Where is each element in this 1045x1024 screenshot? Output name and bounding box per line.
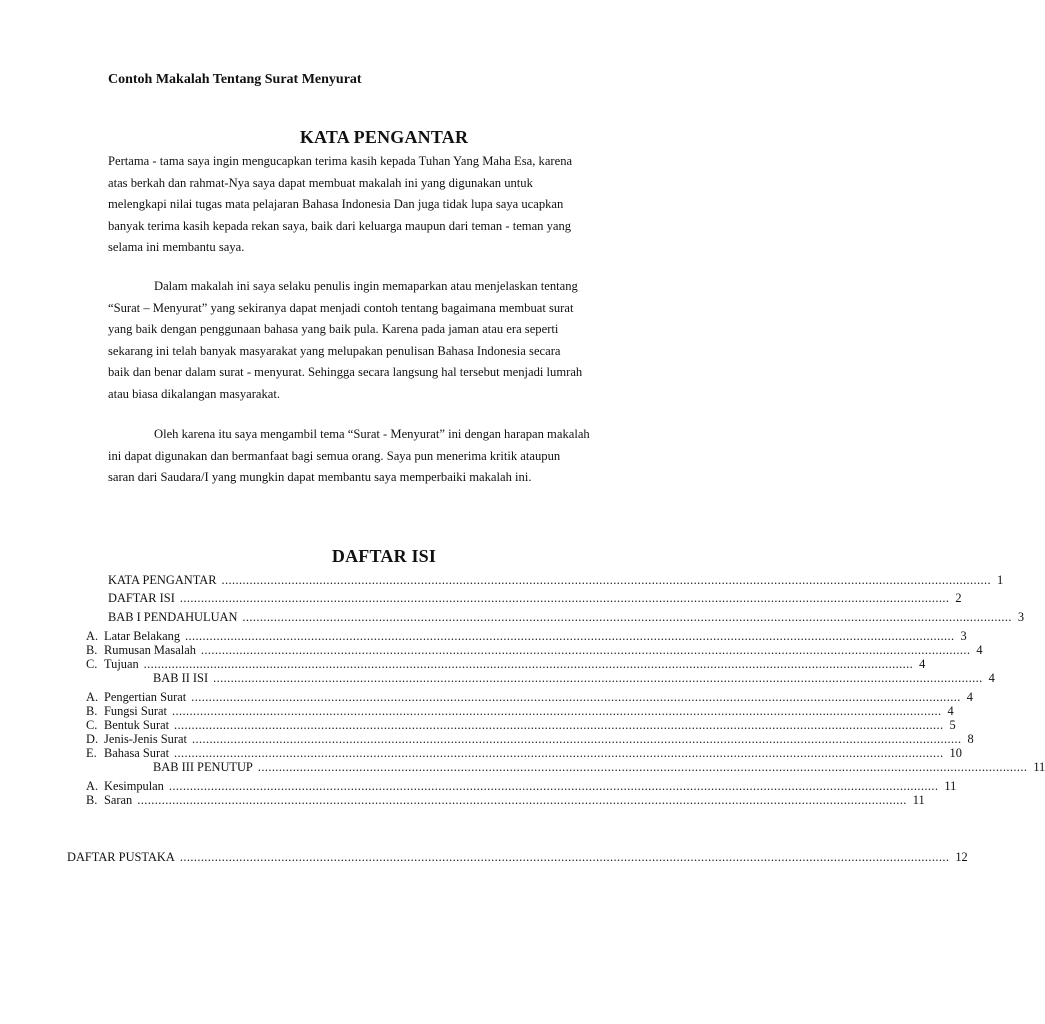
paragraph-line: baik dan benar dalam surat - menyurat. Sehingga secara langsung hal tersebut menjadi lumrah (108, 365, 583, 380)
paragraph-line: atas berkah dan rahmat-Nya saya dapat membuat makalah ini yang digunakan untuk (108, 175, 533, 190)
toc-entry: BAB III PENUTUP ............................................................................................................................................................................................................................ 11 (153, 760, 1045, 774)
toc-entry: C. Bentuk Surat ............................................................................................................................................................................................................................ 5 (86, 718, 956, 732)
toc-entry: A. Pengertian Surat ............................................................................................................................................................................................................................ 4 (86, 690, 973, 704)
toc-entry: C. Tujuan ............................................................................................................................................................................................................................ 4 (86, 657, 926, 671)
paragraph-line: yang baik dengan penggunaan bahasa yang baik pula. Karena pada jaman atau era seperti (108, 322, 559, 337)
toc-entry: D. Jenis-Jenis Surat ............................................................................................................................................................................................................................ 8 (86, 732, 974, 746)
toc-entry: KATA PENGANTAR ............................................................................................................................................................................................................................ 1 (108, 573, 1004, 587)
paragraph-line: saran dari Saudara/I yang mungkin dapat membantu saya memperbaiki makalah ini. (108, 470, 532, 485)
toc-entry: BAB II ISI ............................................................................................................................................................................................................................ 4 (153, 671, 995, 685)
paragraph-1 (108, 151, 683, 259)
toc-entry: DAFTAR ISI ............................................................................................................................................................................................................................ 2 (108, 591, 962, 605)
paragraph-line: banyak terima kasih kepada rekan saya, baik dari keluarga maupun dari teman - teman yang (108, 218, 572, 233)
paragraph-line: melengkapi nilai tugas mata pelajaran Bahasa Indonesia Dan juga tidak lupa saya ucapkan (108, 197, 564, 212)
toc-entry: A. Latar Belakang ............................................................................................................................................................................................................................ 3 (86, 629, 967, 643)
paragraph-line: Pertama - tama saya ingin mengucapkan terima kasih kepada Tuhan Yang Maha Esa, karena (108, 154, 573, 168)
paragraph-line: Oleh karena itu saya mengambil tema “Surat - Menyurat” ini dengan harapan makalah (154, 427, 590, 441)
paragraph-line: “Surat – Menyurat” yang sekiranya dapat menjadi contoh tentang bagaimana membuat surat (108, 300, 574, 315)
paragraph-line: sekarang ini telah banyak masyarakat yang melupakan penulisan Bahasa Indonesia secara (108, 343, 561, 358)
toc-entry: BAB I PENDAHULUAN ............................................................................................................................................................................................................................ 3 (108, 610, 1025, 624)
paragraph-line: selama ini membantu saya. (108, 240, 245, 255)
toc-entry: A. Kesimpulan ............................................................................................................................................................................................................................ 11 (86, 779, 957, 793)
kata-pengantar-heading: KATA PENGANTAR (299, 127, 469, 147)
paragraph-line: ini dapat digunakan dan bermanfaat bagi semua orang. Saya pun menerima kritik ataupun (108, 448, 561, 463)
toc-entry: B. Saran ............................................................................................................................................................................................................................ 11 (86, 793, 925, 807)
paragraph-line: atau biasa dikalangan masyarakat. (108, 386, 281, 401)
toc-entry: B. Fungsi Surat ............................................................................................................................................................................................................................ 4 (86, 704, 954, 718)
toc-entry: DAFTAR PUSTAKA ............................................................................................................................................................................................................................ 12 (67, 850, 968, 864)
paragraph-2 (108, 276, 683, 406)
paragraph-line: Dalam makalah ini saya selaku penulis ingin memaparkan atau menjelaskan tentang (154, 279, 578, 293)
document-title: Contoh Makalah Tentang Surat Menyurat (108, 72, 362, 87)
toc-entry: E. Bahasa Surat ............................................................................................................................................................................................................................ 10 (86, 746, 962, 760)
toc-entry: B. Rumusan Masalah ............................................................................................................................................................................................................................ 4 (86, 643, 983, 657)
daftar-isi-heading: DAFTAR ISI (331, 546, 437, 566)
paragraph-3 (108, 424, 683, 489)
